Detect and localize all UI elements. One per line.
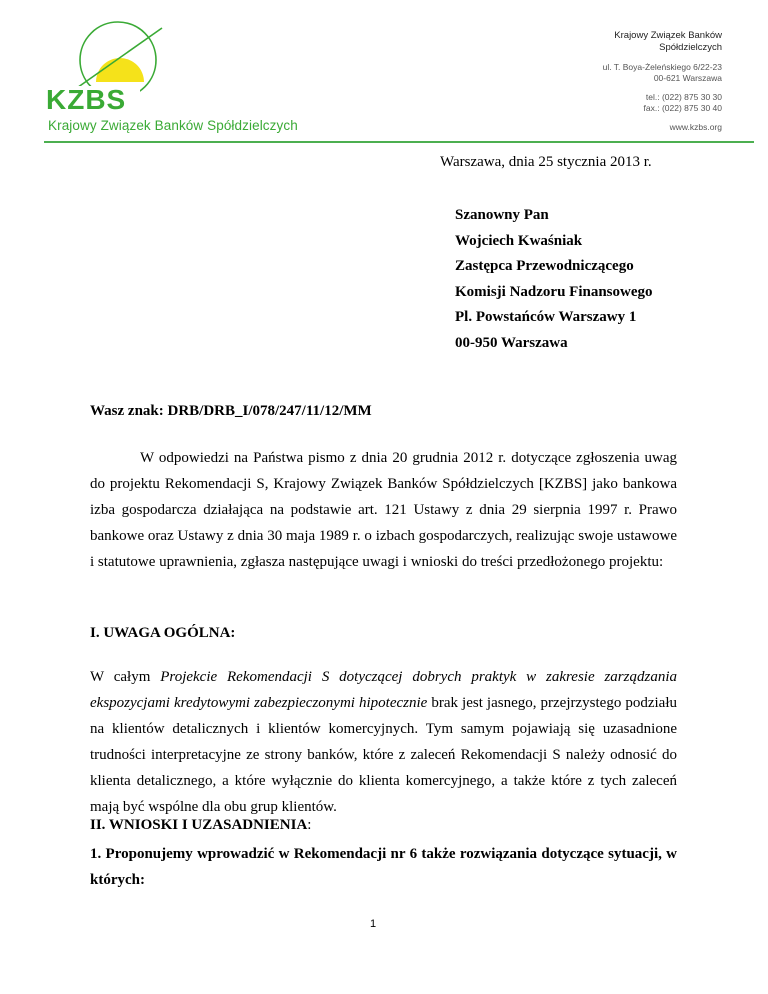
addressee-line: Wojciech Kwaśniak (455, 232, 583, 249)
section1-italic: Projekcie Rekomendacji S dotyczącej dobrych praktyk w zakresie zarządzania ekspozycjami kredytowymi zabezpieczonymi hipotecznie (90, 669, 677, 711)
contact-fax: fax.: (022) 875 30 40 (643, 103, 722, 113)
contact-city: 00-621 Warszawa (653, 73, 722, 83)
letter-date: Warszawa, dnia 25 stycznia 2013 r. (440, 154, 652, 170)
header-divider (44, 141, 754, 143)
section1-heading: I. UWAGA OGÓLNA: (90, 625, 236, 641)
contact-name-line2: Spółdzielczych (659, 42, 722, 53)
section1-paragraph (90, 664, 677, 820)
contact-web[interactable]: www.kzbs.org (669, 122, 722, 132)
section2-heading-colon: : (307, 817, 312, 833)
section1-rest: brak jest jasnego, przejrzystego podziału na klientów detalicznych i klientów komercyjnych. Tym samym pojawiają się uzasadnione trudności interpretacyjne ze strony banków, które z zaleceń Rekomendacji S należy odnosić do klienta detalicznego, a które wyłącznie do klienta komercyjnego, a także które z tych zaleceń mają być wspólne dla obu grup klientów. (90, 695, 678, 815)
section1-lead: W całym (90, 669, 161, 685)
addressee-line: 00-950 Warszawa (455, 334, 568, 351)
addressee-block (455, 203, 653, 357)
page-number: 1 (370, 918, 377, 930)
contact-street: ul. T. Boya-Żeleńskiego 6/22-23 (602, 62, 722, 72)
addressee-line: Szanowny Pan (455, 207, 549, 223)
contact-name-line1: Krajowy Związek Banków (614, 30, 722, 41)
addressee-line: Komisji Nadzoru Finansowego (455, 283, 653, 300)
org-name: Krajowy Związek Banków Spółdzielczych (48, 118, 298, 133)
section2-heading-text: II. WNIOSKI I UZASADNIENIA (90, 817, 308, 833)
kzbs-logo (44, 20, 164, 116)
item1-paragraph: 1. Proponujemy wprowadzić w Rekomendacji nr 6 także rozwiązania dotyczące sytuacji, w których: (90, 846, 677, 888)
contact-tel: tel.: (022) 875 30 30 (645, 92, 722, 102)
contact-block (603, 30, 722, 133)
intro-paragraph: W odpowiedzi na Państwa pismo z dnia 20 grudnia 2012 r. dotyczące zgłoszenia uwag do projektu Rekomendacji S, Krajowy Związek Banków Spółdzielczych [KZBS] jako bankowa izba gospodarcza działająca na podstawie art. 121 Ustawy z dnia 29 sierpnia 1997 r. Prawo bankowe oraz Ustawy z dnia 30 maja 1989 r. o izbach gospodarczych, realizując swoje ustawowe i statutowe uprawnienia, zgłasza następujące uwagi i wnioski do treści przedłożonego projektu: (90, 450, 677, 570)
section2-heading (90, 817, 311, 834)
reference-number: Wasz znak: DRB/DRB_I/078/247/11/12/MM (90, 403, 372, 419)
logo-text: KZBS (46, 84, 127, 115)
addressee-line: Pl. Powstańców Warszawy 1 (455, 309, 637, 326)
addressee-line: Zastępca Przewodniczącego (455, 258, 634, 275)
